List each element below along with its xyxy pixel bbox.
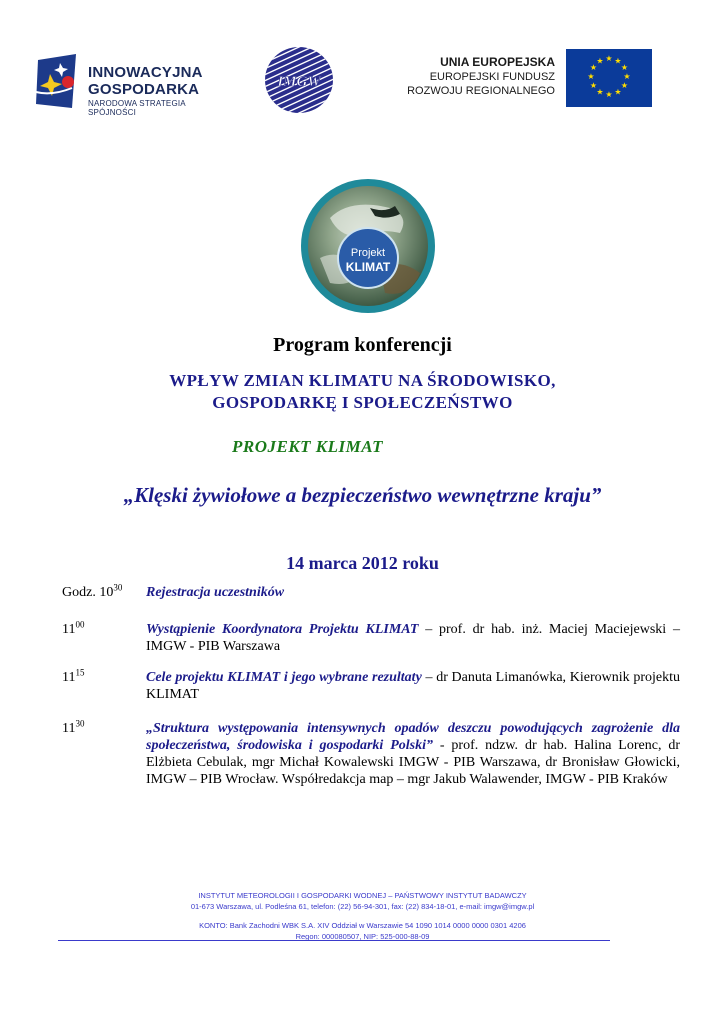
program-time: $11^{15}$	[62, 667, 85, 685]
ig-line2: GOSPODARKA	[88, 81, 200, 98]
page-title: Program konferencji	[273, 334, 452, 356]
program-item-title: „Struktura występowania intensywnych opadów deszczu powodujących zagrożenie dla społeczeństwa, środowiska i gospodarki Polski”	[146, 721, 680, 753]
footer-divider	[58, 940, 610, 941]
program-item-text: – prof. dr hab. inż. Maciej Maciejewski – IMGW - PIB Warszawa	[146, 622, 680, 654]
svg-text:★: ★	[620, 81, 629, 90]
svg-text:★: ★	[589, 81, 598, 90]
ig-line1: INNOWACYJNA	[88, 64, 203, 81]
conference-subtitle	[0, 370, 725, 414]
program-item-text: - prof. ndzw. dr hab. Halina Lorenc, dr Elżbieta Cebulak, mgr Michał Kowalewski IMGW - PIB Warszawa, dr Bronisław Głowicki, IMGW – PIB Wrocław. Współredakcja map – mgr Jakub Walawender, IMGW - PIB Kraków	[146, 738, 680, 787]
globe-line1: Projekt	[350, 247, 386, 259]
program-item-text: – dr Danuta Limanówka, Kierownik projektu KLIMAT	[146, 670, 680, 702]
ig-line3: NARODOWA STRATEGIA SPÓJNOŚCI	[88, 99, 186, 117]
subtitle-line1: WPŁYW ZMIAN KLIMATU NA ŚRODOWISKO,	[169, 371, 556, 390]
footer-line2: 01-673 Warszawa, ul. Podleśna 61, telefon: (22) 56-94-301, fax: (22) 834-18-01, e-mail: imgw@imgw.pl	[190, 902, 535, 911]
svg-text:★: ★	[596, 56, 604, 66]
eu-flag-icon	[566, 49, 652, 107]
program-time: $11^{30}$	[62, 718, 85, 736]
svg-text:★: ★	[596, 87, 604, 97]
svg-text:★: ★	[614, 56, 622, 66]
imgw-logo	[262, 44, 336, 116]
program-time: $11^{00}$	[62, 619, 85, 637]
subtitle-line2: GOSPODARKĘ I SPOŁECZEŃSTWO	[212, 393, 513, 412]
ue-line3: ROZWOJU REGIONALNEGO	[407, 85, 555, 97]
program-item	[62, 621, 680, 655]
star-swoosh-icon	[32, 52, 80, 112]
program-item-title: Cele projektu KLIMAT i jego wybrane rezultaty	[146, 670, 422, 685]
imgw-emblem-icon	[262, 44, 336, 116]
program-item	[62, 584, 680, 601]
svg-text:★: ★	[589, 63, 598, 72]
conference-date: 14 marca 2012 roku	[286, 553, 439, 573]
program-item-title: Wystąpienie Koordynatora Projektu KLIMAT	[146, 622, 419, 637]
program-item	[62, 669, 680, 703]
svg-text:★: ★	[620, 63, 629, 72]
ue-line1: UNIA EUROPEJSKA	[440, 55, 555, 69]
eu-text-block	[407, 55, 555, 98]
projekt-label: PROJEKT KLIMAT	[232, 437, 384, 456]
svg-text:★: ★	[605, 90, 613, 99]
innowacyjna-gospodarka-logo	[32, 52, 232, 122]
program-item	[62, 720, 680, 788]
projekt-klimat-globe-logo	[300, 178, 436, 314]
conference-motto: „Klęski żywiołowe a bezpieczeństwo wewnętrzne kraju”	[123, 483, 602, 507]
svg-text:★: ★	[587, 72, 595, 81]
footer-line4: Regon: 000080507, NIP: 525-000-88-09	[295, 932, 430, 941]
footer	[0, 890, 725, 942]
ue-line2: EUROPEJSKI FUNDUSZ	[429, 71, 555, 83]
svg-text:★: ★	[614, 87, 622, 97]
footer-line1: INSTYTUT METEOROLOGII I GOSPODARKI WODNEJ – PAŃSTWOWY INSTYTUT BADAWCZY	[198, 891, 527, 900]
imgw-text: IMGW	[277, 74, 321, 90]
program-time: Godz. $10^{30}$	[62, 582, 123, 600]
svg-text:★: ★	[623, 72, 631, 81]
footer-line3: KONTO: Bank Zachodni WBK S.A. XIV Oddział w Warszawie 54 1090 1014 0000 0000 0301 4206	[199, 921, 526, 930]
globe-line2: KLIMAT	[345, 260, 391, 274]
svg-text:★: ★	[605, 54, 613, 63]
program-item-title: Rejestracja uczestników	[146, 585, 285, 600]
